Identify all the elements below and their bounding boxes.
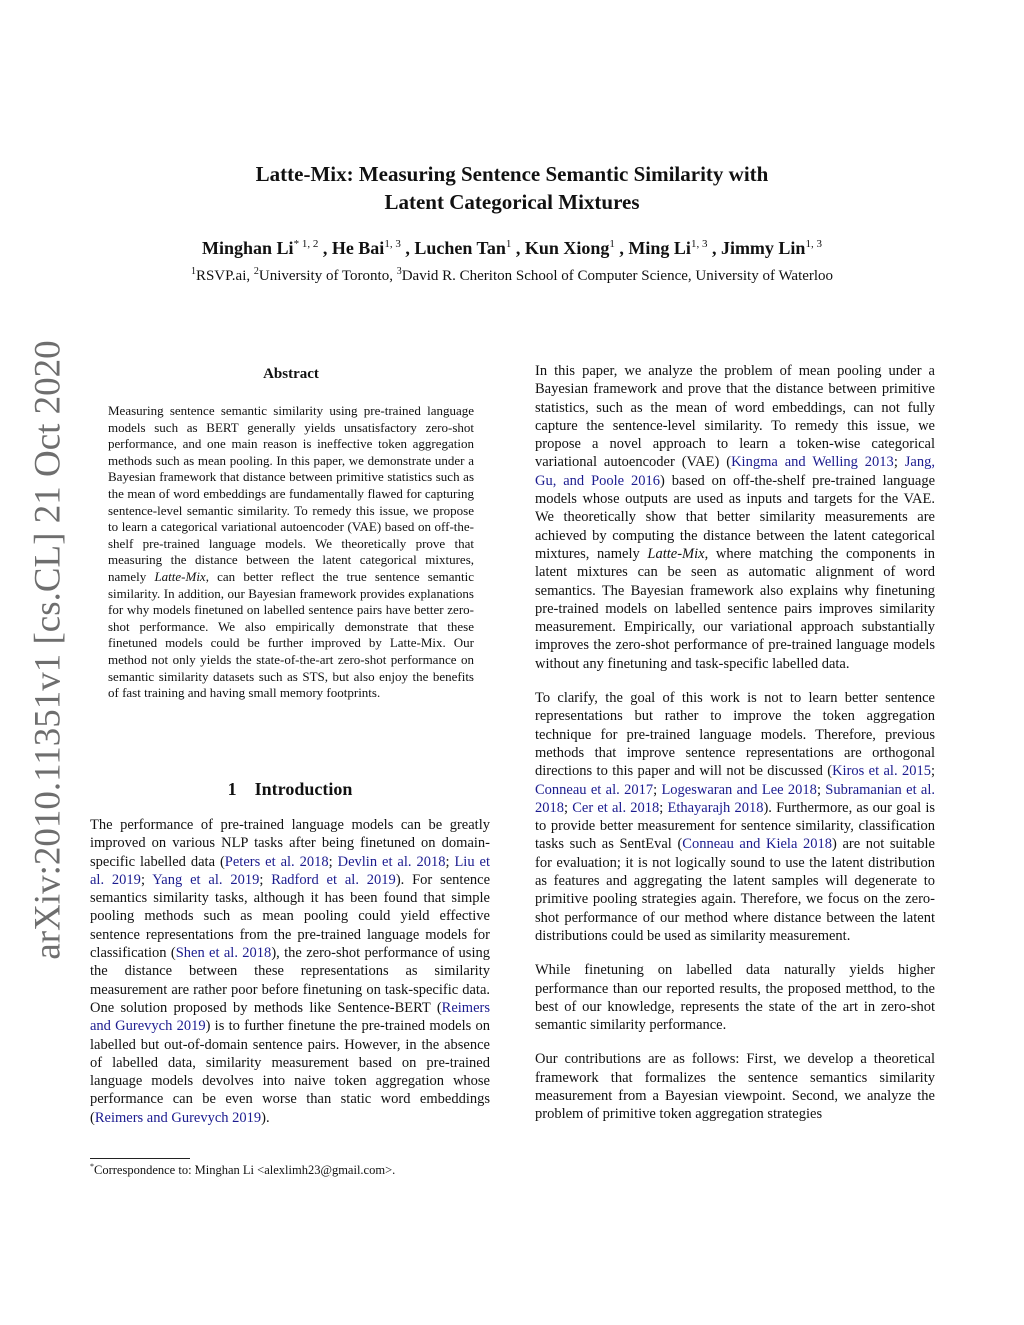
author-affiliation-mark: 1, 3: [690, 238, 708, 250]
method-name: Latte-Mix: [647, 545, 705, 562]
author-affiliation-mark: 1, 3: [384, 238, 401, 250]
citation-link[interactable]: Reimers and Gurevych 2019: [90, 999, 490, 1035]
paragraph: [535, 362, 935, 673]
author-name: Kun Xiong: [524, 238, 610, 258]
citation-link[interactable]: Kingma and Welling 2013: [731, 454, 894, 471]
body-text: ), the zero-shot performance of using the distance between these representations as similarity measurement are rather poor before finetuning on task-specific data. One solution proposed by methods like Sentence-BERT (: [90, 945, 490, 1016]
citation-separator: ;: [445, 853, 455, 870]
footnote-divider: [90, 1158, 190, 1159]
author-name: Ming Li: [628, 238, 691, 258]
section-heading-introduction: [90, 777, 490, 801]
author-list: Minghan Li$^{* 1, 2}$ , He Bai$^{1, 3}$ , Luchen Tan$^1$ , Kun Xiong$^1$ , Ming Li$^{1, 3}$ , Jimmy Lin$^{1, 3}$: [202, 238, 822, 258]
author-affiliation-mark: 1, 3: [805, 238, 822, 250]
citation-separator: ;: [893, 454, 905, 471]
citation-link[interactable]: Yang et al. 2019: [152, 871, 260, 888]
body-text: ) is to further finetune the pre-trained models on labelled but out-of-domain sentence pairs. However, in the absence of labelled data, similarity measurement based on pre-trained language models devolves into naive token aggregation whose performance can be even worse than static word embeddings (: [90, 1018, 491, 1126]
paragraph: While finetuning on labelled data naturally yields higher performance than our reported results, the proposed metthod, to the best of our knowledge, represents the state of the art in zero-shot semantic similarity performance.: [535, 962, 935, 1034]
citation-link[interactable]: Conneau and Kiela 2018: [682, 836, 832, 853]
title-line-1: Latte-Mix: Measuring Sentence Semantic Similarity with: [255, 162, 769, 186]
abstract-body: [108, 403, 474, 702]
citation-link[interactable]: Kiros et al. 2015: [832, 763, 931, 780]
body-text: To clarify, the goal of this work is not to learn better sentence representations but rather to improve the token aggregation technique for pre-trained language models. Therefore, previous methods that improve sentence representations are orthogonal directions to this paper and will not be discussed (: [535, 690, 935, 780]
citation-separator: ;: [816, 781, 826, 798]
title-line-2: Latent Categorical Mixtures: [384, 190, 640, 214]
author-affiliation-mark: * 1, 2: [293, 238, 319, 250]
citation-separator: ;: [259, 871, 272, 888]
citation-link[interactable]: Devlin et al. 2018: [337, 853, 446, 870]
affiliation-name: University of Toronto,: [258, 268, 393, 284]
citation-link[interactable]: Jang, Gu, and Poole 2016: [535, 454, 935, 489]
citation-separator: ;: [328, 853, 338, 870]
citation-separator: ;: [930, 763, 935, 780]
author-affiliation-mark: 1: [609, 238, 615, 250]
footnote: [90, 1162, 510, 1178]
abstract-text: , can better reflect the true sentence semantic similarity. In addition, our Bayesian framework provides explanations for why models finetuned on labelled sentence pairs have better zero-shot performance. We also empirically demonstrate that these finetuned models could be further improved by Latte-Mix. Our method not only yields the state-of-the-art zero-shot performance on semantic similarity datasets such as STS, but also enjoy the benefits of fast training and having small memory footprints.: [108, 568, 475, 701]
arxiv-watermark: arXiv:2010.11351v1 [cs.CL] 21 Oct 2020: [27, 340, 69, 960]
body-text: The performance of pre-trained language models can be greatly improved on various NLP tasks after being finetuned on domain-specific labelled data (: [90, 817, 490, 870]
author-name: Minghan Li: [202, 238, 294, 258]
author-affiliation-mark: 1: [505, 238, 512, 250]
affiliation-name: RSVP.ai,: [195, 268, 251, 284]
citation-link[interactable]: Reimers and Gurevych 2019: [94, 1109, 262, 1126]
section-title: Introduction: [254, 779, 353, 799]
body-text: ). For sentence semantics similarity tasks, although it has been found that simple pooling methods such as mean pooling could yield effective sentence representations from the pre-trained language models for classification (: [90, 871, 491, 962]
citation-link[interactable]: Peters et al. 2018: [224, 853, 329, 870]
citation-link[interactable]: Conneau et al. 2017: [535, 781, 654, 798]
citation-link[interactable]: Ethayarajh 2018: [667, 799, 764, 816]
footnote-mark: *: [90, 1162, 94, 1171]
paper-title: [0, 160, 1024, 216]
citation-separator: ;: [659, 799, 668, 816]
citation-link[interactable]: Logeswaran and Lee 2018: [661, 781, 817, 798]
paragraph: Our contributions are as follows: First, we develop a theoretical framework that formalizes the sentence semantics similarity measurement from a Bayesian viewpoint. Second, we analyze the problem of primitive token aggregation strategies: [535, 1051, 935, 1123]
author-name: Luchen Tan: [414, 238, 506, 258]
citation-link[interactable]: Shen et al. 2018: [175, 945, 272, 962]
citation-link[interactable]: Liu et al. 2019: [90, 853, 490, 888]
citation-link[interactable]: Subramanian et al. 2018: [535, 781, 936, 816]
paragraph: [535, 689, 935, 945]
citation-separator: ;: [140, 871, 153, 888]
citation-link[interactable]: Cer et al. 2018: [572, 799, 660, 816]
abstract-method-name: Latte-Mix: [154, 568, 206, 584]
body-text: ) are not suitable for evaluation; it is not logically sound to use the latent distribution as features and aggregating the latent samples will degenerate to primitive pooling strategies again. Therefore, we focus on the zero-shot performance of our method where distance between the latent distributions could be used as similarity measurement.: [535, 836, 935, 944]
author-name: He Bai: [331, 238, 385, 258]
body-text: ). Furthermore, as our goal is to provide better measurement for sentence similarity, classification tasks such as SentEval (: [535, 799, 935, 853]
abstract-heading: Abstract: [263, 366, 319, 382]
body-text: , where matching the components in latent mixtures can be seen as automatic alignment of word semantics. The Bayesian framework also explains why finetuning pre-trained models on labelled sentence pairs improves similarity measurement. Empirically, our variational approach substantially improves the zero-shot performance of pre-trained language models without any finetuning and task-specific labelled data.: [535, 545, 935, 672]
affiliation-mark: 2: [253, 266, 259, 277]
body-text: ).: [261, 1109, 270, 1126]
footnote-text: Correspondence to: Minghan Li <alexlimh23@gmail.com>.: [94, 1163, 396, 1177]
author-name: Jimmy Lin: [720, 238, 806, 258]
citation-separator: ;: [564, 799, 573, 816]
right-column: [535, 362, 935, 1140]
affiliation-mark: 3: [396, 266, 402, 277]
body-text: In this paper, we analyze the problem of mean pooling under a Bayesian framework and prove that the distance between primitive statistics, such as the mean of word embeddings, can not fully capture the sentence-level similarity. To remedy this issue, we propose a novel approach to learn a token-wise categorical variational autoencoder (VAE) (: [535, 363, 935, 471]
citation-link[interactable]: Radford et al. 2019: [271, 871, 396, 888]
body-text: ) based on off-the-shelf pre-trained language models whose outputs are used as inputs and targets for the VAE. We theoretically show that better similarity measurements are achieved by computing the distance between the latent categorical mixtures, namely: [535, 472, 935, 562]
citation-separator: ;: [653, 781, 662, 798]
section-number: 1: [227, 779, 237, 799]
affiliation-list: [0, 266, 1024, 286]
affiliation-mark: 1: [190, 266, 196, 277]
introduction-paragraph: [90, 816, 490, 1127]
abstract-text: Measuring sentence semantic similarity using pre-trained language models such as BERT generally yields unsatisfactory zero-shot performance, and one main reason is ineffective token aggregation methods such as mean pooling. In this paper, we demonstrate under a Bayesian framework that distance between primitive statistics such as the mean of word embeddings are fundamentally flawed for capturing sentence-level semantic similarity. To remedy this issue, we propose to learn a categorical variational autoencoder (VAE) based on off-the-shelf pre-trained language models. We theoretically prove that measuring the distance between the latent categorical mixtures, namely: [108, 403, 474, 584]
affiliation-name: David R. Cheriton School of Computer Science, University of Waterloo: [401, 268, 834, 284]
